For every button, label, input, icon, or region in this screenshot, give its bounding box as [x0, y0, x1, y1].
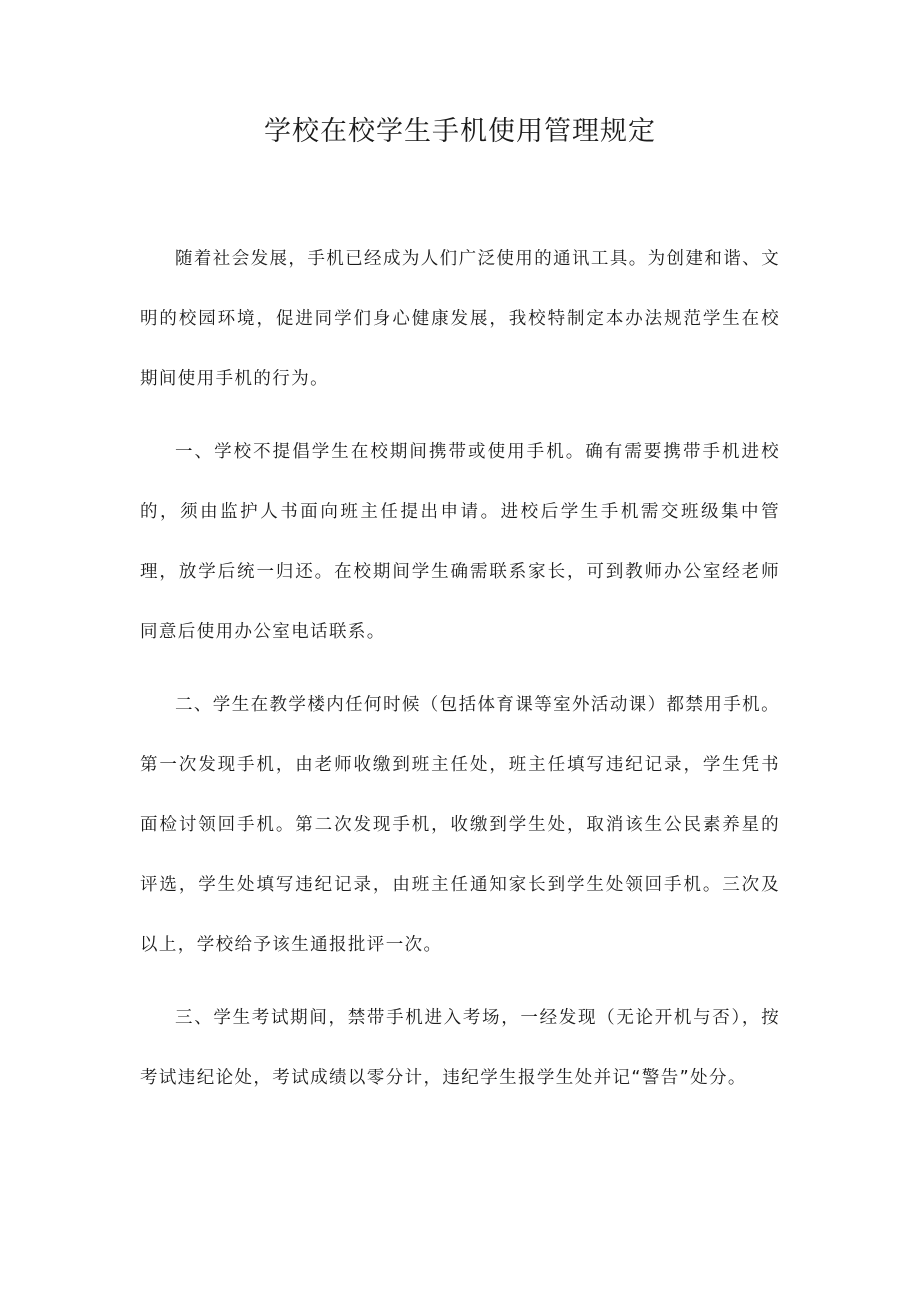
document-title: 学校在校学生手机使用管理规定 [264, 116, 656, 147]
document-body [140, 229, 780, 1121]
paragraph-rule-3: 三、学生考试期间，禁带手机进入考场，一经发现（无论开机与否），按考试违纪论处，考试成绩以零分计，违纪学生报学生处并记“警告”处分。 [140, 1008, 780, 1088]
paragraph-intro: 随着社会发展，手机已经成为人们广泛使用的通讯工具。为创建和谐、文明的校园环境，促进同学们身心健康发展，我校特制定本办法规范学生在校期间使用手机的行为。 [140, 249, 780, 389]
paragraph-rule-2: 二、学生在教学楼内任何时候（包括体育课等室外活动课）都禁用手机。第一次发现手机，由老师收缴到班主任处，班主任填写违纪记录，学生凭书面检讨领回手机。第二次发现手机，收缴到学生处，取消该生公民素养星的评选，学生处填写违纪记录，由班主任通知家长到学生处领回手机。三次及以上，学校给予该生通报批评一次。 [140, 695, 780, 955]
paragraph-rule-1: 一、学校不提倡学生在校期间携带或使用手机。确有需要携带手机进校的，须由监护人书面向班主任提出申请。进校后学生手机需交班级集中管理，放学后统一归还。在校期间学生确需联系家长，可到教师办公室经老师同意后使用办公室电话联系。 [140, 442, 780, 642]
